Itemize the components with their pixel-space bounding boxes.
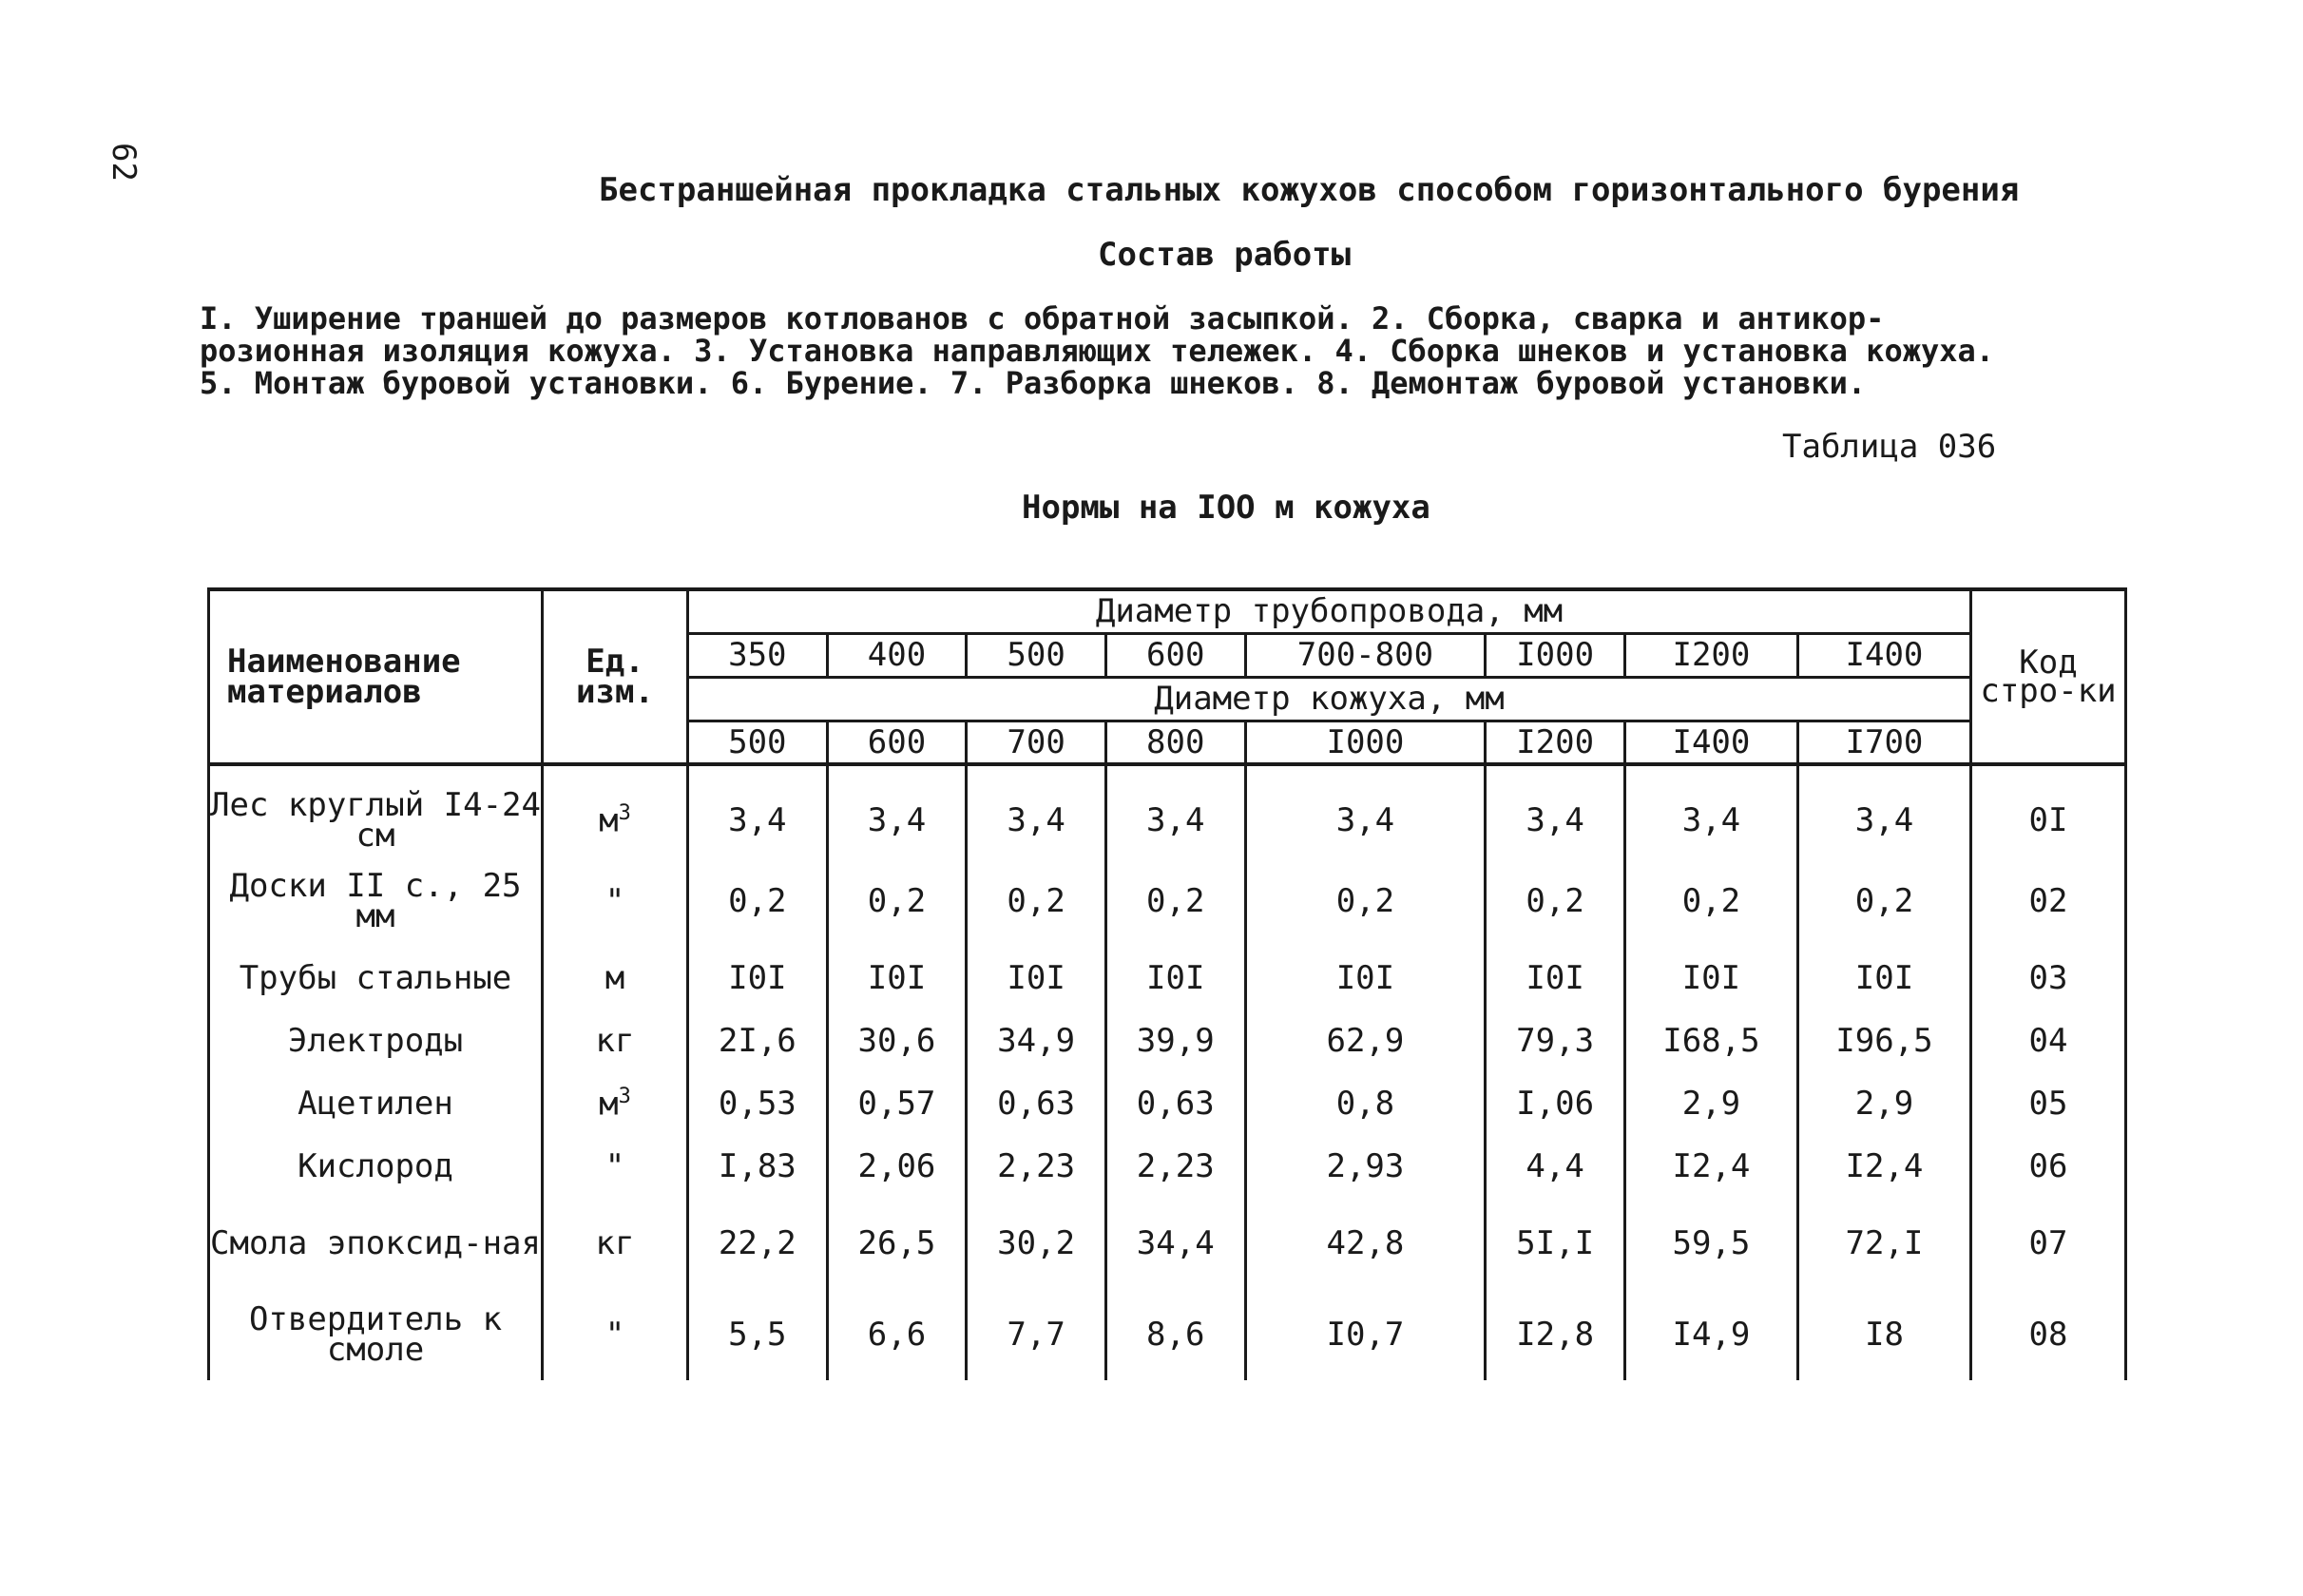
norm-value: 2,93 (1245, 1135, 1486, 1198)
page-title: Бестраншейная прокладка стальных кожухов способом горизонтального бурения (599, 171, 2020, 209)
norm-value: 0,2 (1797, 856, 1970, 947)
norm-value: I0I (827, 947, 967, 1010)
material-unit (543, 764, 688, 856)
table-row (209, 1072, 2126, 1135)
unit-exponent: 3 (618, 800, 631, 825)
table-row (209, 1010, 2126, 1072)
norm-value: 2,23 (1105, 1135, 1245, 1198)
casing-diameter-cell: 700 (967, 721, 1106, 764)
material-name: Кислород (209, 1135, 543, 1198)
material-name: Отвердитель к смоле (209, 1289, 543, 1380)
header-material-name: Наименование материалов (209, 589, 543, 764)
unit-text: кг (595, 1224, 635, 1262)
table-row (209, 1289, 2126, 1380)
norm-value: 0,8 (1245, 1072, 1486, 1135)
norm-value: I0I (1797, 947, 1970, 1010)
row-code: 02 (1971, 856, 2126, 947)
norm-value: 22,2 (688, 1198, 828, 1289)
material-unit (543, 1198, 688, 1289)
norm-value: 3,4 (1486, 764, 1625, 856)
row-code: 05 (1971, 1072, 2126, 1135)
casing-diameter-cell: 600 (827, 721, 967, 764)
norm-value: 0,2 (1105, 856, 1245, 947)
norm-value: I,06 (1486, 1072, 1625, 1135)
casing-diameter-cell: I700 (1797, 721, 1970, 764)
material-unit (543, 947, 688, 1010)
norm-value: I0I (688, 947, 828, 1010)
norm-value: I0I (967, 947, 1106, 1010)
norm-value: 2,06 (827, 1135, 967, 1198)
norm-value: 2I,6 (688, 1010, 828, 1072)
norm-value: 34,9 (967, 1010, 1106, 1072)
norm-value: 7,7 (967, 1289, 1106, 1380)
norm-value: I8 (1797, 1289, 1970, 1380)
material-name: Трубы стальные (209, 947, 543, 1010)
norm-value: 0,63 (1105, 1072, 1245, 1135)
row-code: 04 (1971, 1010, 2126, 1072)
norm-value: I68,5 (1624, 1010, 1797, 1072)
unit-exponent: 3 (618, 1084, 631, 1108)
row-code: 0I (1971, 764, 2126, 856)
header-pipeline-diameter: Диаметр трубопровода, мм (688, 589, 1971, 633)
norm-value: 0,53 (688, 1072, 828, 1135)
norm-value: 0,63 (967, 1072, 1106, 1135)
norm-value: 30,2 (967, 1198, 1106, 1289)
norm-value: 59,5 (1624, 1198, 1797, 1289)
casing-diameter-cell: I000 (1245, 721, 1486, 764)
norm-value: 39,9 (1105, 1010, 1245, 1072)
table-row (209, 1135, 2126, 1198)
norm-value: 2,23 (967, 1135, 1106, 1198)
norm-value: I0,7 (1245, 1289, 1486, 1380)
norm-value: I4,9 (1624, 1289, 1797, 1380)
work-heading: Состав работы (1098, 236, 1352, 274)
norm-value: I0I (1105, 947, 1245, 1010)
norm-value: 3,4 (1797, 764, 1970, 856)
table-caption: Нормы на IOO м кожуха (1022, 489, 1430, 527)
table-row (209, 1198, 2126, 1289)
material-unit (543, 1135, 688, 1198)
norm-value: I2,8 (1486, 1289, 1625, 1380)
norm-value: I0I (1486, 947, 1625, 1010)
norm-value: I2,4 (1624, 1135, 1797, 1198)
norm-value: 0,2 (688, 856, 828, 947)
header-casing-diameter: Диаметр кожуха, мм (688, 677, 1971, 721)
norm-value: 30,6 (827, 1010, 967, 1072)
row-code: 08 (1971, 1289, 2126, 1380)
material-unit (543, 1289, 688, 1380)
norm-value: 2,9 (1797, 1072, 1970, 1135)
header-row-code: Код стро-ки (1971, 589, 2126, 764)
pipeline-diameter-cell: I400 (1797, 633, 1970, 677)
unit-text: " (605, 1147, 625, 1185)
norm-value: 0,2 (827, 856, 967, 947)
unit-text: м (599, 1085, 619, 1124)
norm-value: 26,5 (827, 1198, 967, 1289)
norm-value: 3,4 (1245, 764, 1486, 856)
unit-text: кг (595, 1022, 635, 1060)
norm-value: I96,5 (1797, 1010, 1970, 1072)
pipeline-diameter-cell: 350 (688, 633, 828, 677)
work-description (200, 302, 2091, 399)
norm-value: 0,2 (967, 856, 1106, 947)
norm-value: 5,5 (688, 1289, 828, 1380)
pipeline-diameter-cell: 400 (827, 633, 967, 677)
norm-value: 0,2 (1245, 856, 1486, 947)
norm-value: 72,I (1797, 1198, 1970, 1289)
work-line: 5. Монтаж буровой установки. 6. Бурение. 7. Разборка шнеков. 8. Демонтаж буровой установки. (200, 365, 1867, 401)
page-number: 62 (105, 143, 143, 182)
work-line: I. Уширение траншей до размеров котлованов с обратной засыпкой. 2. Сборка, сварка и антикор- (200, 300, 1885, 337)
row-code: 03 (1971, 947, 2126, 1010)
norm-value: 4,4 (1486, 1135, 1625, 1198)
material-name: Смола эпоксид-ная (209, 1198, 543, 1289)
norm-value: 0,2 (1624, 856, 1797, 947)
norm-value: 3,4 (1105, 764, 1245, 856)
material-name: Электроды (209, 1010, 543, 1072)
pipeline-diameter-cell: 600 (1105, 633, 1245, 677)
unit-text: м (599, 801, 619, 840)
norm-value: I0I (1624, 947, 1797, 1010)
norm-value: 0,2 (1486, 856, 1625, 947)
norm-value: I0I (1245, 947, 1486, 1010)
norm-value: 8,6 (1105, 1289, 1245, 1380)
pipeline-diameter-cell: I200 (1624, 633, 1797, 677)
material-name: Доски II с., 25 мм (209, 856, 543, 947)
casing-diameter-cell: I400 (1624, 721, 1797, 764)
table-row (209, 947, 2126, 1010)
table-row (209, 856, 2126, 947)
casing-diameter-cell: 500 (688, 721, 828, 764)
norm-value: I2,4 (1797, 1135, 1970, 1198)
norm-value: 3,4 (967, 764, 1106, 856)
norm-value: 34,4 (1105, 1198, 1245, 1289)
casing-diameter-cell: 800 (1105, 721, 1245, 764)
norm-value: 79,3 (1486, 1010, 1625, 1072)
norms-table (207, 587, 2127, 1380)
header-unit: Ед. изм. (543, 589, 688, 764)
norm-value: 0,57 (827, 1072, 967, 1135)
norm-value: 2,9 (1624, 1072, 1797, 1135)
row-code: 06 (1971, 1135, 2126, 1198)
material-unit (543, 1072, 688, 1135)
pipeline-diameter-cell: 700-800 (1245, 633, 1486, 677)
work-line: розионная изоляция кожуха. 3. Установка направляющих тележек. 4. Сборка шнеков и установка кожуха. (200, 333, 1995, 369)
casing-diameter-cell: I200 (1486, 721, 1625, 764)
norm-value: 42,8 (1245, 1198, 1486, 1289)
unit-text: м (605, 959, 625, 997)
unit-text: " (605, 882, 625, 920)
norm-value: 3,4 (688, 764, 828, 856)
unit-text: " (605, 1316, 625, 1354)
pipeline-diameter-cell: I000 (1486, 633, 1625, 677)
norm-value: 5I,I (1486, 1198, 1625, 1289)
row-code: 07 (1971, 1198, 2126, 1289)
material-unit (543, 1010, 688, 1072)
norm-value: 3,4 (1624, 764, 1797, 856)
material-unit (543, 856, 688, 947)
pipeline-diameter-cell: 500 (967, 633, 1106, 677)
norm-value: 62,9 (1245, 1010, 1486, 1072)
norm-value: 6,6 (827, 1289, 967, 1380)
material-name: Ацетилен (209, 1072, 543, 1135)
table-number: Таблица 036 (1782, 428, 1997, 466)
material-name: Лес круглый I4-24 см (209, 764, 543, 856)
norm-value: I,83 (688, 1135, 828, 1198)
norm-value: 3,4 (827, 764, 967, 856)
table-row (209, 764, 2126, 856)
